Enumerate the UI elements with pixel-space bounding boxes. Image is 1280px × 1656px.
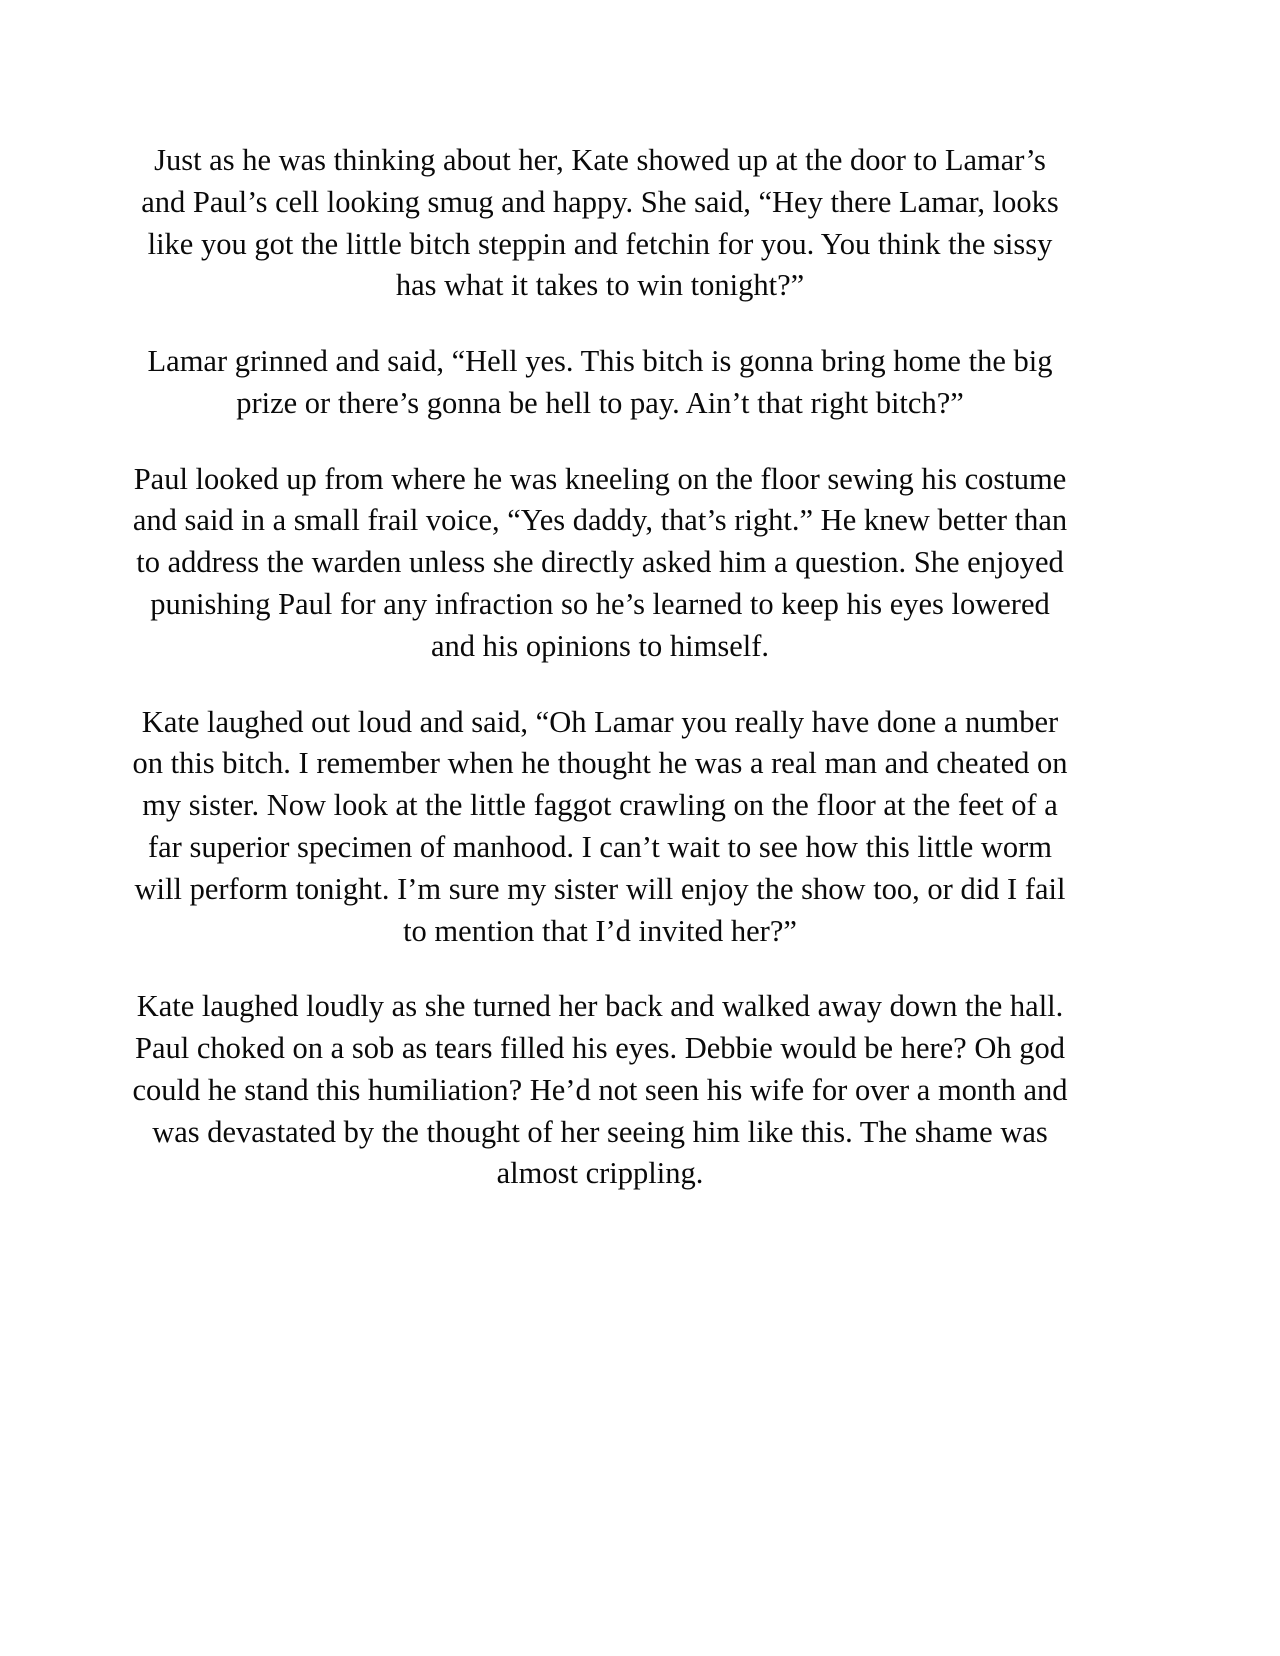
paragraph-2-text: Lamar grinned and said, “Hell yes. This bitch is gonna bring home the big prize or there’s gonna be hell to pay. Ain’t that right bitch?”	[147, 344, 1053, 420]
paragraph-4-text: Kate laughed out loud and said, “Oh Lamar you really have done a number on this bitch. I remember when he thought he was a real man and cheated on my sister. Now look at the little faggot crawling on the floor at the feet of a far superior specimen of manhood. I can’t wait to see how this little worm will perform tonight. I’m sure my sister will enjoy the show too, or did I fail to mention that I’d invited her?”	[132, 704, 1068, 948]
paragraph-3-text: Paul looked up from where he was kneeling on the floor sewing his costume and said in a small frail voice, “Yes daddy, that’s right.” He knew better than to address the warden unless she directly asked him a question. She enjoyed punishing Paul for any infraction so he’s learned to keep his eyes lowered and his opinions to himself.	[132, 461, 1068, 663]
paragraph-5	[130, 986, 1070, 1195]
paragraph-1-text: Just as he was thinking about her, Kate showed up at the door to Lamar’s and Paul’s cell looking smug and happy. She said, “Hey there Lamar, looks like you got the little bitch steppin and fetchin for you. You think the sissy has what it takes to win tonight?”	[141, 143, 1059, 303]
paragraph-1	[130, 140, 1070, 307]
paragraph-4	[130, 702, 1070, 953]
paragraph-2	[130, 341, 1070, 425]
paragraph-3	[130, 459, 1070, 668]
document-text-body	[130, 140, 1070, 1195]
paragraph-5-text: Kate laughed loudly as she turned her back and walked away down the hall. Paul choked on a sob as tears filled his eyes. Debbie would be here? Oh god could he stand this humiliation? He’d not seen his wife for over a month and was devastated by the thought of her seeing him like this. The shame was almost crippling.	[132, 989, 1068, 1191]
